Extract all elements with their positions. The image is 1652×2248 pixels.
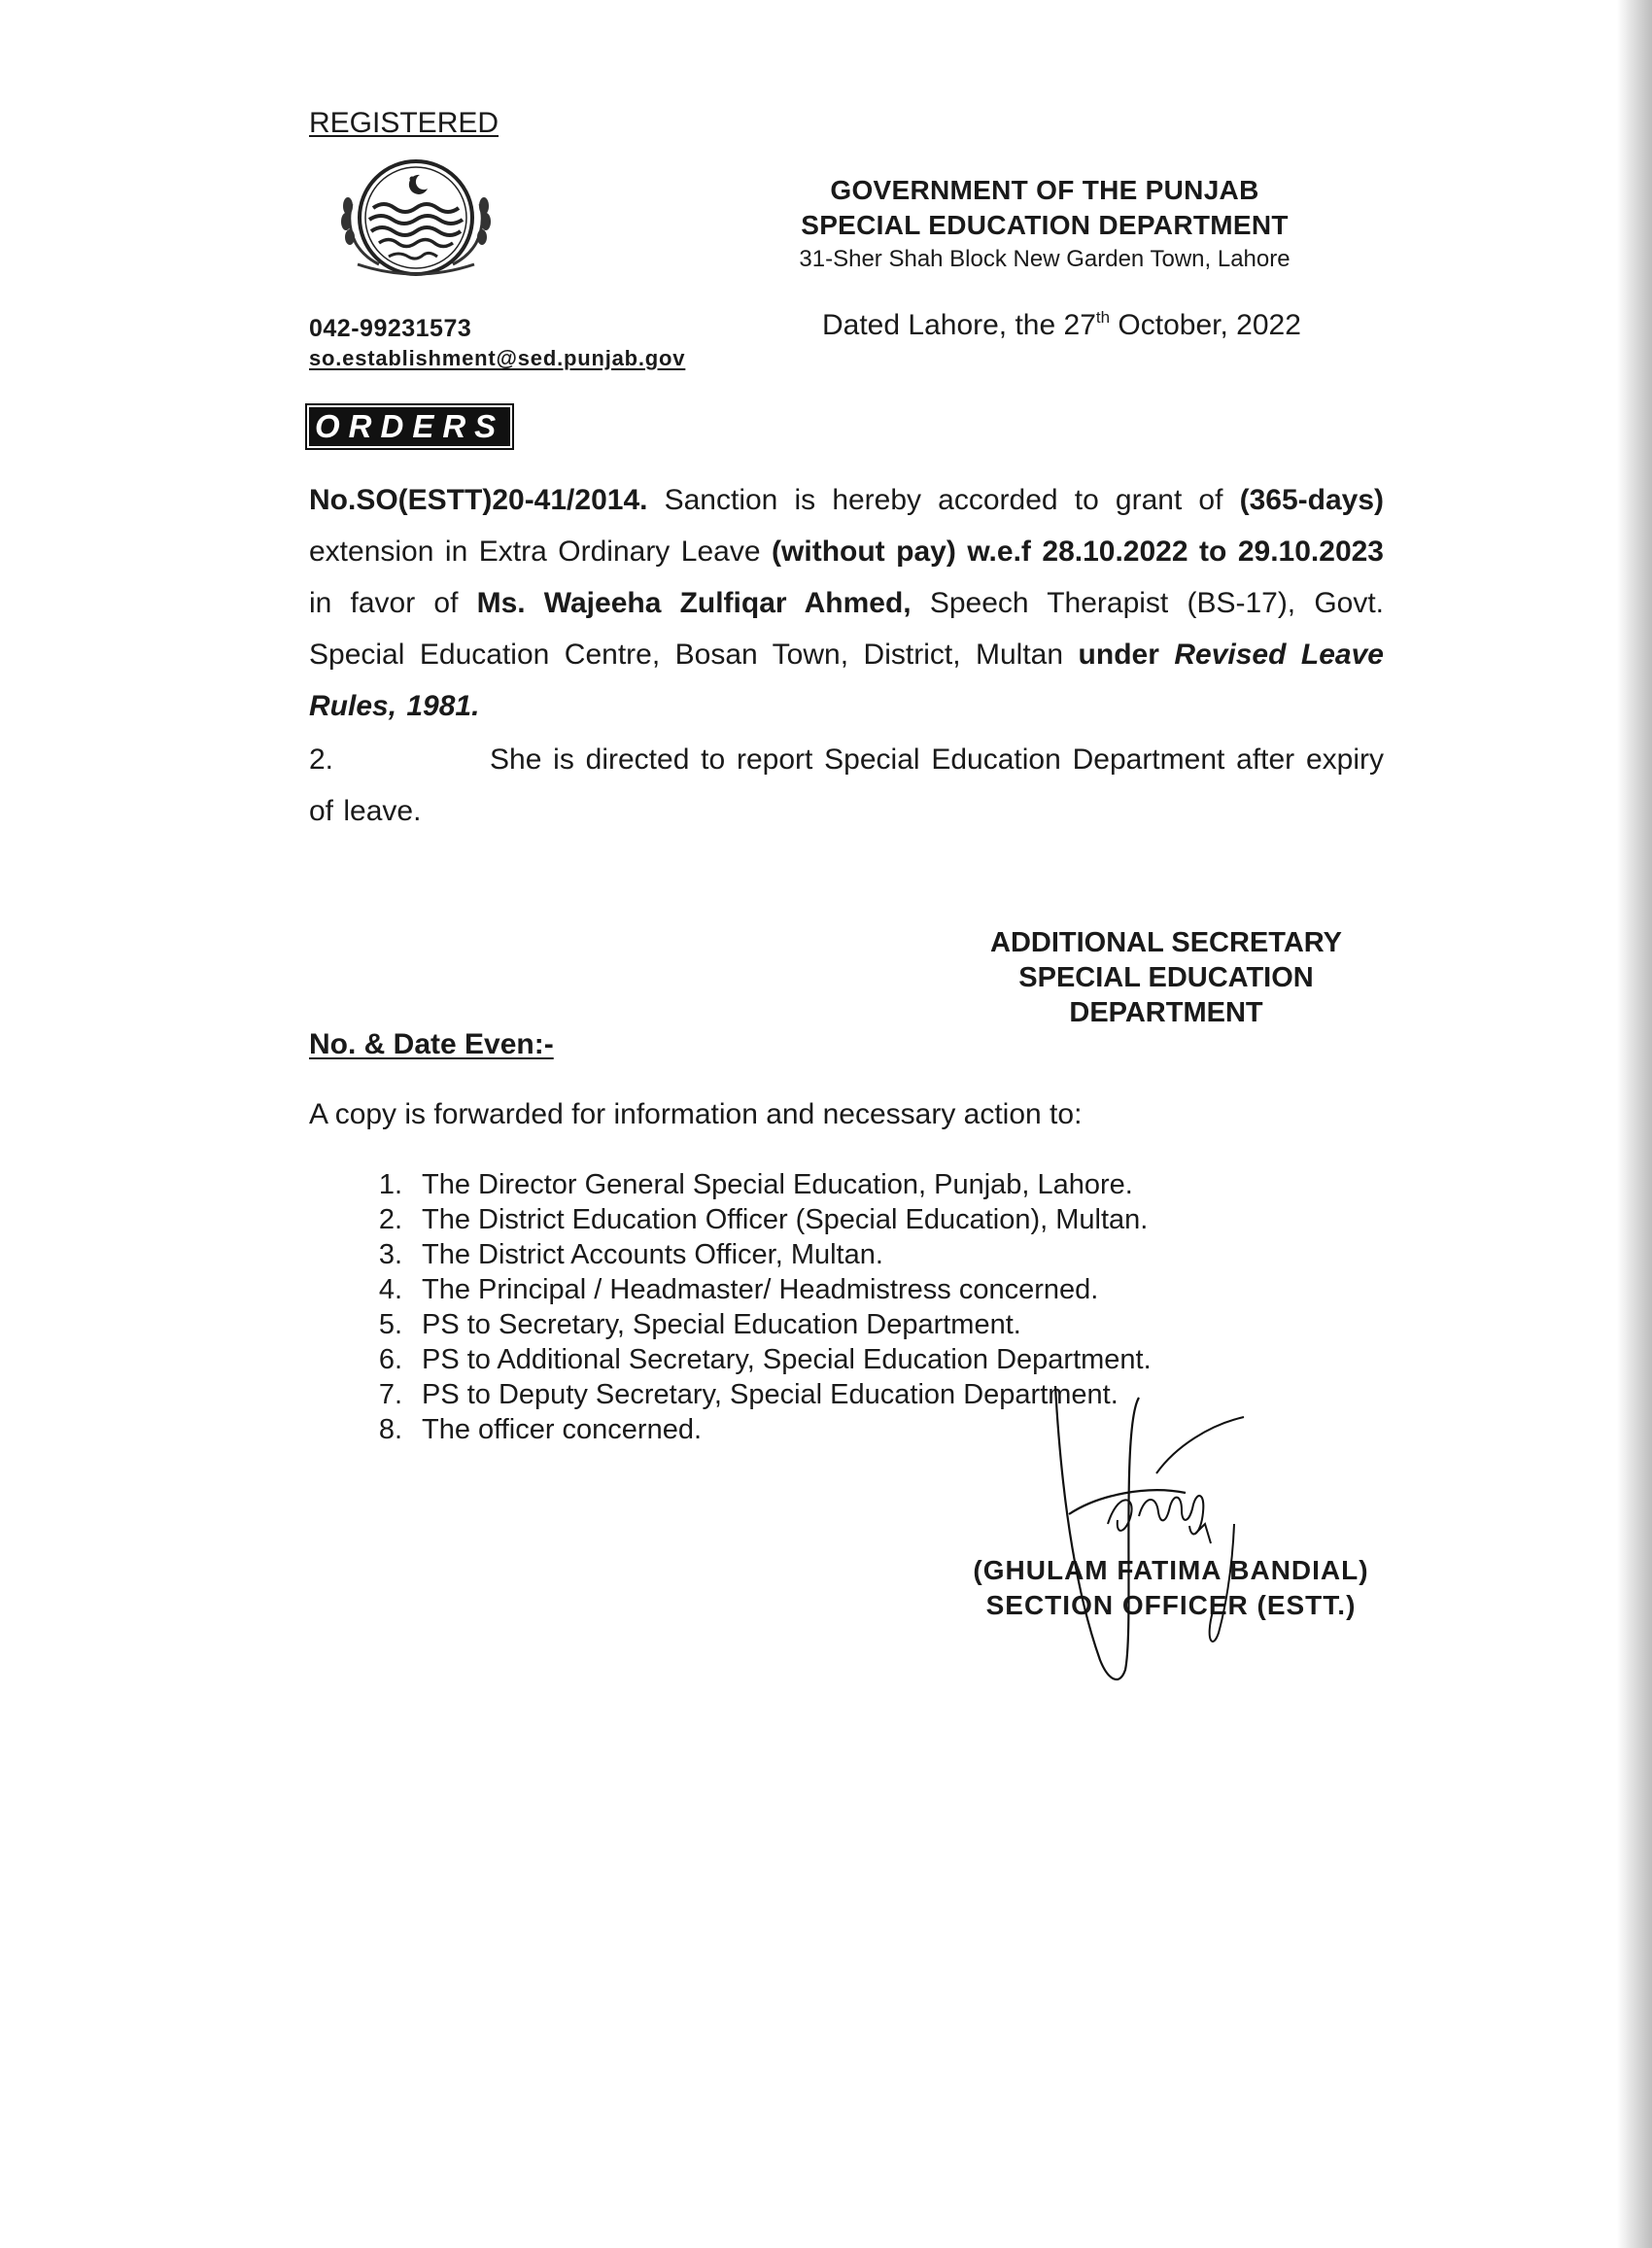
list-item: 8. The officer concerned.: [378, 1414, 703, 1445]
punjab-government-emblem: [319, 148, 513, 294]
department-address: 31-Sher Shah Block New Garden Town, Lahore: [799, 246, 1291, 272]
list-item: 2. The District Education Officer (Special Education), Multan.: [378, 1204, 1149, 1235]
signatory-line1: ADDITIONAL SECRETARY: [990, 927, 1342, 958]
list-item: 3. The District Accounts Officer, Multan.: [378, 1239, 883, 1270]
page-edge-shadow: [1617, 0, 1652, 2248]
registered-label: REGISTERED: [309, 107, 499, 139]
copy-heading: No. & Date Even:-: [309, 1028, 554, 1060]
order-paragraph-1: No.SO(ESTT)20-41/2014. Sanction is hereby accorded to grant of (365-days) extension in Extra Ordinary Leave (without pay) w.e.f 28.10.2022 to 29.10.2023 in favor of Ms. Wajeeha Zulfiqar Ahmed, Speech Therapist (BS-17), Govt. Special Education Centre, Bosan Town, District, Multan under Revised Leave Rules, 1981.: [309, 484, 1385, 722]
signatory-line2: SPECIAL EDUCATION: [1018, 962, 1314, 993]
list-item: 6. PS to Additional Secretary, Special Education Department.: [378, 1344, 1152, 1375]
list-item: 1. The Director General Special Education, Punjab, Lahore.: [378, 1169, 1133, 1200]
officer-name: (GHULAM FATIMA BANDIAL): [973, 1555, 1369, 1585]
list-item: 4. The Principal / Headmaster/ Headmistress concerned.: [378, 1274, 1099, 1305]
phone-number: 042-99231573: [309, 315, 472, 342]
date-line: Dated Lahore, the 27th October, 2022: [822, 308, 1301, 341]
orders-heading: ORDERS: [309, 407, 510, 446]
list-item: 5. PS to Secretary, Special Education Department.: [378, 1309, 1021, 1340]
department-heading-line1: GOVERNMENT OF THE PUNJAB: [830, 175, 1259, 205]
copy-intro: A copy is forwarded for information and necessary action to:: [309, 1098, 1083, 1130]
officer-title: SECTION OFFICER (ESTT.): [985, 1590, 1357, 1620]
order-paragraph-2: 2. She is directed to report Special Education Department after expiry of leave.: [309, 744, 1384, 827]
email-address: so.establishment@sed.punjab.gov: [309, 346, 686, 370]
department-heading-line2: SPECIAL EDUCATION DEPARTMENT: [801, 210, 1289, 240]
signatory-line3: DEPARTMENT: [1069, 997, 1263, 1028]
list-item: 7. PS to Deputy Secretary, Special Education Department.: [378, 1379, 1119, 1410]
handwritten-signature: [1011, 1378, 1302, 1709]
